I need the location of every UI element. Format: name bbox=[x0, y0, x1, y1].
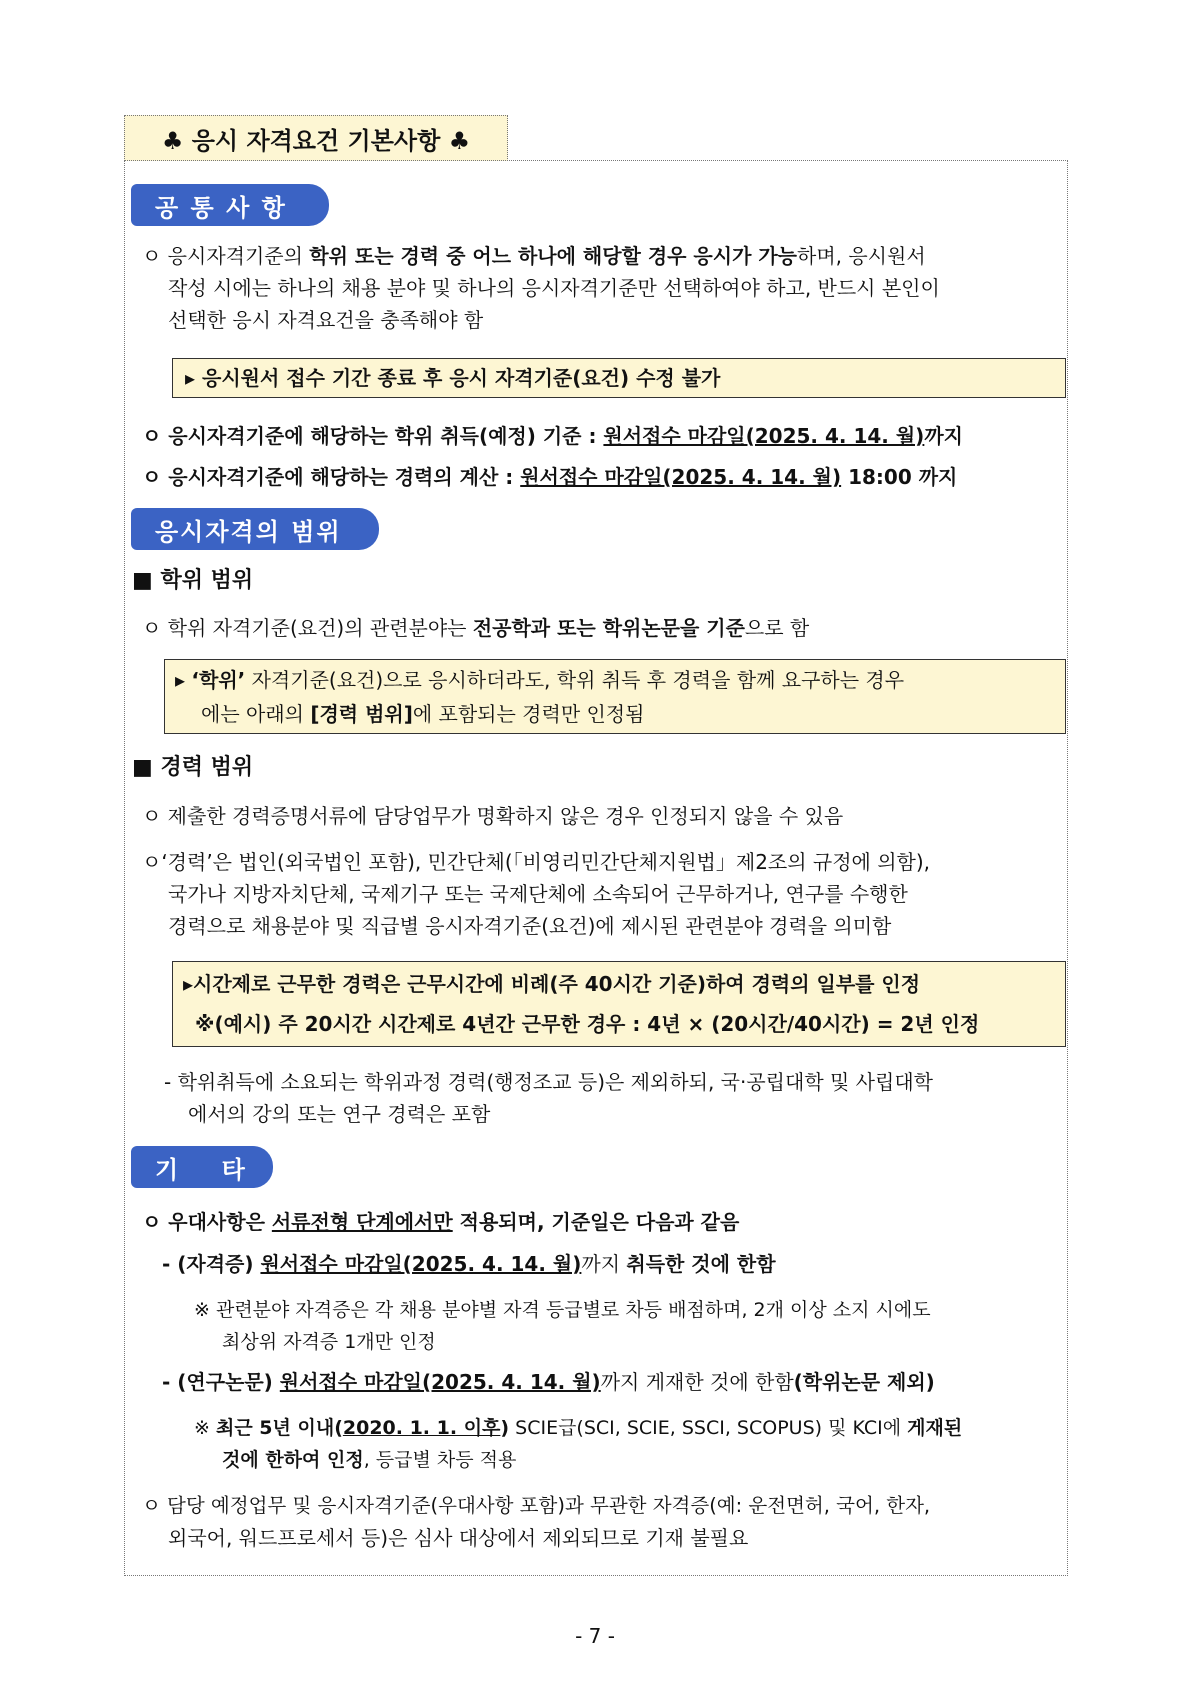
career-paragraph-2-line1: ㅇ‘경력’은 법인(외국법인 포함), 민간단체(「비영리민간단체지원법」제2조의 규정에 의함), bbox=[142, 850, 931, 874]
career-scope-heading: ■ 경력 범위 bbox=[132, 755, 254, 780]
etc-paper-note-line1: ※ 최근 5년 이내(2020. 1. 1. 이후) SCIE급(SCI, SCIE, SSCI, SCOPUS) 및 KCI에 게재된 bbox=[194, 1417, 963, 1439]
common-paragraph-1-line3: 선택한 응시 자격요건을 충족해야 함 bbox=[168, 308, 484, 332]
section-etc-label: 기 타 bbox=[131, 1146, 273, 1188]
career-note-line2: ※(예시) 주 20시간 시간제로 4년간 근무한 경우 : 4년 × (20시간/40시간) = 2년 인정 bbox=[195, 1012, 980, 1036]
page-number: - 7 - bbox=[575, 1624, 615, 1648]
notice-box-career bbox=[172, 961, 1066, 1047]
notice-box-degree bbox=[164, 659, 1066, 734]
degree-scope-heading: ■ 학위 범위 bbox=[132, 568, 254, 593]
etc-cert-line: - (자격증) 원서접수 마감일(2025. 4. 14. 월)까지 취득한 것에 한함 bbox=[162, 1252, 776, 1276]
etc-cert-note-line2: 최상위 자격증 1개만 인정 bbox=[222, 1331, 436, 1353]
notice-box-application bbox=[172, 358, 1066, 398]
career-paragraph-2-line3: 경력으로 채용분야 및 직급별 응시자격기준(요건)에 제시된 관련분야 경력을 의미함 bbox=[168, 914, 892, 938]
degree-note-line1: ▸ ‘학위’ 자격기준(요건)으로 응시하더라도, 학위 취득 후 경력을 함께 요구하는 경우 bbox=[175, 668, 905, 692]
section-scope-label: 응시자격의 범위 bbox=[131, 508, 379, 550]
common-paragraph-1: ㅇ 응시자격기준의 학위 또는 경력 중 어느 하나에 해당할 경우 응시가 가능하며, 응시원서 bbox=[142, 244, 926, 268]
degree-scope-paragraph: ㅇ 학위 자격기준(요건)의 관련분야는 전공학과 또는 학위논문을 기준으로 함 bbox=[142, 616, 810, 640]
career-note-line1: ▸시간제로 근무한 경력은 근무시간에 비례(주 40시간 기준)하여 경력의 일부를 인정 bbox=[183, 972, 921, 996]
etc-paragraph-1: ㅇ 우대사항은 서류전형 단계에서만 적용되며, 기준일은 다음과 같음 bbox=[142, 1210, 740, 1234]
page-header-title: ♣ 응시 자격요건 기본사항 ♣ bbox=[124, 115, 508, 161]
etc-paragraph-2-line1: ㅇ 담당 예정업무 및 응시자격기준(우대사항 포함)과 무관한 자격증(예: 운전면허, 국어, 한자, bbox=[142, 1494, 931, 1517]
career-dash-line2: 에서의 강의 또는 연구 경력은 포함 bbox=[188, 1102, 491, 1126]
common-paragraph-2: ㅇ 응시자격기준에 해당하는 학위 취득(예정) 기준 : 원서접수 마감일(2025. 4. 14. 월)까지 bbox=[142, 424, 963, 448]
etc-paper-line: - (연구논문) 원서접수 마감일(2025. 4. 14. 월)까지 게재한 것에 한함(학위논문 제외) bbox=[162, 1370, 935, 1394]
common-paragraph-1-line2: 작성 시에는 하나의 채용 분야 및 하나의 응시자격기준만 선택하여야 하고, 반드시 본인이 bbox=[168, 276, 940, 300]
etc-cert-note-line1: ※ 관련분야 자격증은 각 채용 분야별 자격 등급별로 차등 배점하며, 2개 이상 소지 시에도 bbox=[194, 1299, 931, 1321]
career-dash-line1: - 학위취득에 소요되는 학위과정 경력(행정조교 등)은 제외하되, 국·공립대학 및 사립대학 bbox=[164, 1070, 933, 1094]
etc-paper-note-line2: 것에 한하여 인정, 등급별 차등 적용 bbox=[222, 1449, 517, 1471]
degree-note-line2: 에는 아래의 [경력 범위]에 포함되는 경력만 인정됨 bbox=[201, 702, 645, 726]
career-paragraph-2-line2: 국가나 지방자치단체, 국제기구 또는 국제단체에 소속되어 근무하거나, 연구를 수행한 bbox=[168, 882, 908, 906]
section-common-label: 공 통 사 항 bbox=[131, 184, 329, 226]
common-paragraph-3: ㅇ 응시자격기준에 해당하는 경력의 계산 : 원서접수 마감일(2025. 4. 14. 월) 18:00 까지 bbox=[142, 465, 958, 489]
etc-paragraph-2-line2: 외국어, 워드프로세서 등)은 심사 대상에서 제외되므로 기재 불필요 bbox=[168, 1526, 749, 1550]
notice-text: ▸ 응시원서 접수 기간 종료 후 응시 자격기준(요건) 수정 불가 bbox=[185, 366, 721, 390]
career-paragraph-1: ㅇ 제출한 경력증명서류에 담당업무가 명확하지 않은 경우 인정되지 않을 수 있음 bbox=[142, 804, 844, 828]
